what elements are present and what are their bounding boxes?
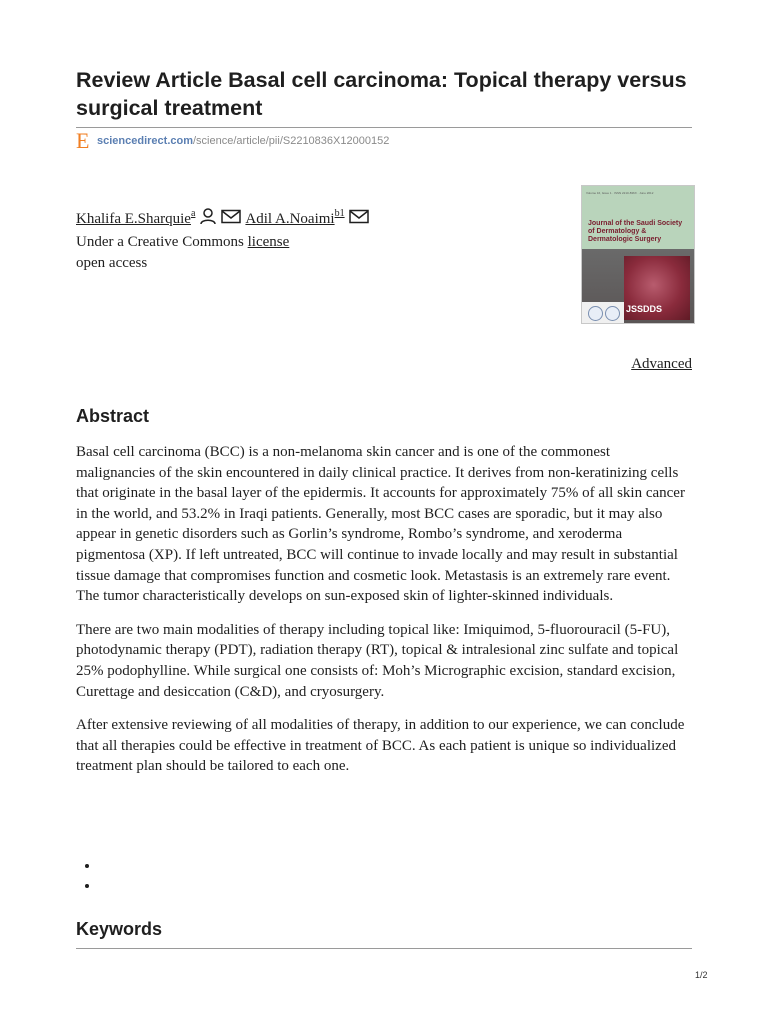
abstract-body	[76, 442, 692, 790]
abstract-paragraph: After extensive reviewing of all modalities of therapy, in addition to our experience, we can conclude that all therapies could be effective in treatment of BCC. As each patient is unique so individualized treatment plan should be tailored to each one.	[76, 717, 685, 775]
author-2-name[interactable]: Adil A.Noaimi	[245, 211, 335, 227]
access-status: open access	[76, 255, 148, 271]
list-item	[100, 858, 700, 878]
list-item	[100, 878, 700, 898]
mail-icon[interactable]	[349, 209, 369, 231]
keywords-divider	[76, 948, 692, 949]
person-icon[interactable]	[199, 207, 217, 232]
license-prefix: Under a Creative Commons	[76, 234, 248, 250]
elsevier-icon: E	[76, 128, 90, 153]
cover-issue-info: Volume 16, Issue 1 · ISSN 2210-836X · June 2012	[586, 191, 654, 195]
keywords-heading: Keywords	[76, 919, 163, 939]
advanced-link[interactable]: Advanced	[631, 356, 692, 372]
page-number: 1/2	[695, 970, 708, 980]
mail-icon[interactable]	[221, 209, 241, 231]
abstract-paragraph: Basal cell carcinoma (BCC) is a non-melanoma skin cancer and is one of the commonest malignancies of the skin encountered in daily clinical practice. It derives from non-keratinizing cells that originate in the basal layer of the epidermis. It accounts for approximately 75% of all skin cancer in the world, and 53.2% in Iraqi patients. Generally, most BCC cases are sporadic, but it may also appear in genetic disorders such as Gorlin’s syndrome, Rombo’s syndrome, and xeroderma pigmentosa (XP). If left untreated, BCC will continue to invade locally and may result in substantial tissue damage that compromises function and cosmetic look. Metastasis is an extremely rare event. The tumor characteristically develops on sun-exposed skin of lighter-skinned individuals.	[76, 444, 685, 605]
author-block	[76, 207, 369, 274]
title-divider	[76, 127, 692, 128]
source-path[interactable]: /science/article/pii/S2210836X12000152	[193, 135, 390, 147]
author-1-name[interactable]: Khalifa E.Sharquie	[76, 211, 191, 227]
license-link[interactable]: license	[247, 234, 290, 250]
shield-logo-icon	[605, 306, 620, 321]
source-url[interactable]	[76, 128, 390, 153]
abstract-heading: Abstract	[76, 406, 150, 426]
cover-journal-name: Journal of the Saudi Society of Dermatology & Dermatologic Surgery	[588, 220, 683, 243]
source-domain[interactable]: sciencedirect.com	[97, 135, 193, 147]
cover-acronym: JSSDDS	[626, 304, 663, 314]
author-2-affiliation[interactable]: b1	[334, 208, 345, 219]
highlights-list	[76, 858, 700, 898]
license-line	[76, 232, 369, 253]
journal-cover-image[interactable]	[581, 185, 695, 324]
abstract-paragraph: There are two main modalities of therapy including topical like: Imiquimod, 5-fluorouracil (5-FU), photodynamic therapy (PDT), radiation therapy (RT), topical & intralesional zinc sulfate and topical 25% podophylline. While surgical one consists of: Moh’s Micrographic excision, standard excision, Curettage and desiccation (C&D), and cryosurgery.	[76, 621, 679, 700]
society-logo-icon	[588, 306, 603, 321]
author-1-affiliation[interactable]: a	[190, 208, 196, 219]
article-title: Review Article Basal cell carcinoma: Topical therapy versus surgical treatment	[76, 68, 687, 120]
author-list	[76, 207, 369, 232]
